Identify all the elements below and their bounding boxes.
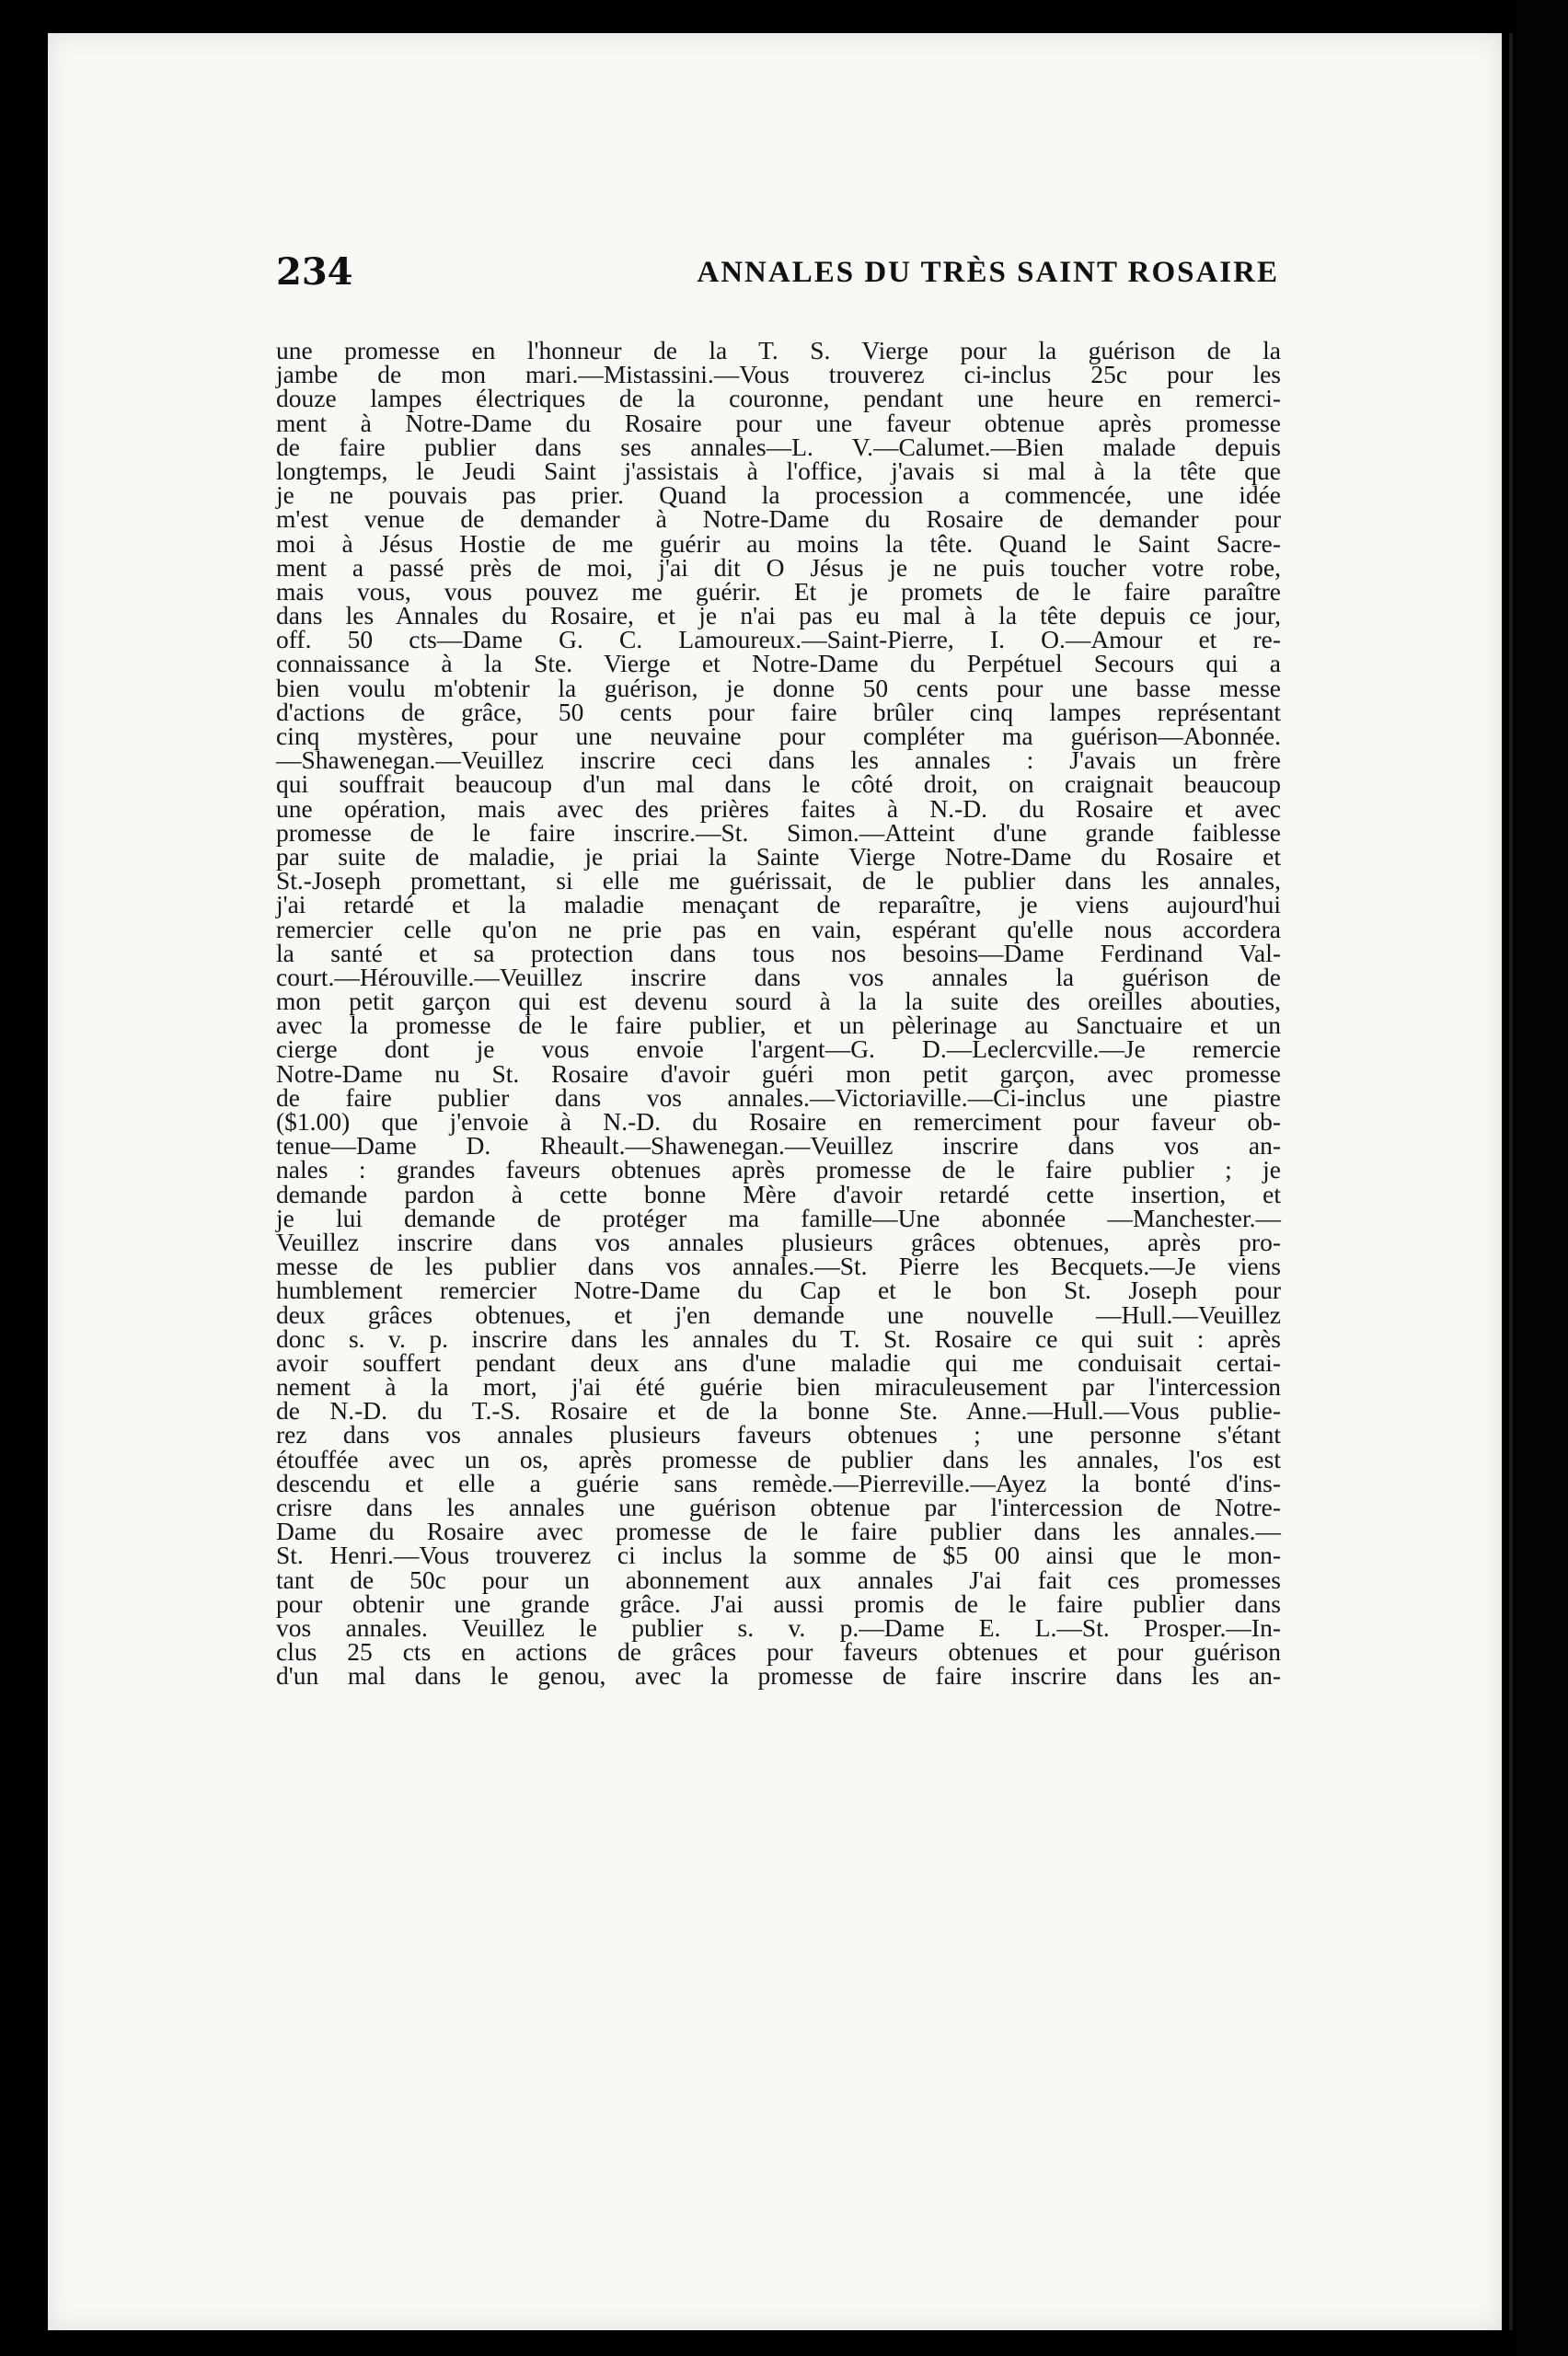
text-line: cinq mystères, pour une neuvaine pour compléter ma guérison—Abonnée.	[276, 722, 1281, 750]
text-line: Veuillez inscrire dans vos annales plusieurs grâces obtenues, après pro-	[276, 1227, 1281, 1256]
text-line: avec la promesse de le faire publier, et un pèlerinage au Sanctuaire et un	[276, 1011, 1281, 1040]
text-line: St.-Joseph promettant, si elle me guérissait, de le publier dans les annales,	[276, 866, 1281, 895]
text-line: clus 25 cts en actions de grâces pour faveurs obtenues et pour guérison	[276, 1637, 1281, 1667]
text-line: d'un mal dans le genou, avec la promesse de faire inscrire dans les an-	[276, 1661, 1281, 1691]
text-line: crisre dans les annales une guérison obtenue par l'intercession de Notre-	[276, 1493, 1281, 1521]
text-line: court.—Hérouville.—Veuillez inscrire dans vos annales la guérison de	[276, 962, 1281, 991]
text-line: —Shawenegan.—Veuillez inscrire ceci dans les annales : J'avais un frère	[276, 745, 1281, 775]
text-line: connaissance à la Ste. Vierge et Notre-Dame du Perpétuel Secours qui a	[276, 649, 1281, 678]
text-line: jambe de mon mari.—Mistassini.—Vous trouverez ci-inclus 25c pour les	[276, 360, 1281, 389]
text-line: cierge dont je vous envoie l'argent—G. D.—Leclercville.—Je remercie	[276, 1034, 1281, 1064]
text-line: je ne pouvais pas prier. Quand la procession a commencée, une idée	[276, 480, 1281, 510]
text-line: pour obtenir une grande grâce. J'ai aussi promis de le faire publier dans	[276, 1588, 1281, 1618]
text-line: d'actions de grâce, 50 cents pour faire brûler cinq lampes représentant	[276, 697, 1281, 726]
text-line: de faire publier dans ses annales—L. V.—Calumet.—Bien malade depuis	[276, 432, 1281, 461]
text-line: qui souffrait beaucoup d'un mal dans le côté droit, on craignait beaucoup	[276, 769, 1281, 799]
text-line: ment a passé près de moi, j'ai dit O Jésus je ne puis toucher votre robe,	[276, 552, 1281, 582]
text-line: longtemps, le Jeudi Saint j'assistais à l'office, j'avais si mal à la tête que	[276, 456, 1281, 485]
text-line: vos annales. Veuillez le publier s. v. p.—Dame E. L.—St. Prosper.—In-	[276, 1612, 1281, 1642]
text-line: donc s. v. p. inscrire dans les annales du T. St. Rosaire ce qui suit : après	[276, 1323, 1281, 1353]
text-line: moi à Jésus Hostie de me guérir au moins la tête. Quand le Saint Sacre-	[276, 528, 1281, 558]
text-line: étouffée avec un os, après promesse de publier dans les annales, l'os est	[276, 1444, 1281, 1473]
text-line: une promesse en l'honneur de la T. S. Vierge pour la guérison de la	[276, 336, 1281, 364]
text-line: avoir souffert pendant deux ans d'une maladie qui me conduisait certai-	[276, 1347, 1281, 1377]
text-line: de faire publier dans vos annales.—Victoriaville.—Ci-inclus une piastre	[276, 1082, 1281, 1112]
text-line: St. Henri.—Vous trouverez ci inclus la somme de $5 00 ainsi que le mon-	[276, 1541, 1281, 1570]
text-line: rez dans vos annales plusieurs faveurs obtenues ; une personne s'étant	[276, 1420, 1281, 1449]
text-line: mais vous, vous pouvez me guérir. Et je promets de le faire paraître	[276, 576, 1281, 606]
page-header	[276, 250, 1279, 306]
text-line: Notre-Dame nu St. Rosaire d'avoir guéri mon petit garçon, avec promesse	[276, 1058, 1281, 1088]
text-line: bien voulu m'obtenir la guérison, je donne 50 cents pour une basse messe	[276, 673, 1281, 702]
text-line: la santé et sa protection dans tous nos besoins—Dame Ferdinand Val-	[276, 938, 1281, 967]
text-line: par suite de maladie, je priai la Sainte Vierge Notre-Dame du Rosaire et	[276, 841, 1281, 871]
text-line: dans les Annales du Rosaire, et je n'ai pas eu mal à la tête depuis ce jour,	[276, 601, 1281, 630]
text-line: tant de 50c pour un abonnement aux annales J'ai fait ces promesses	[276, 1565, 1281, 1594]
text-line: remercier celle qu'on ne prie pas en vain, espérant qu'elle nous accordera	[276, 914, 1281, 943]
text-line: ($1.00) que j'envoie à N.-D. du Rosaire en remerciment pour faveur ob-	[276, 1107, 1281, 1136]
text-line: nement à la mort, j'ai été guérie bien miraculeusement par l'intercession	[276, 1372, 1281, 1402]
text-line: off. 50 cts—Dame G. C. Lamoureux.—Saint-Pierre, I. O.—Amour et re-	[276, 625, 1281, 654]
text-line: nales : grandes faveurs obtenues après promesse de le faire publier ; je	[276, 1155, 1281, 1184]
text-line: une opération, mais avec des prières faites à N.-D. du Rosaire et avec	[276, 793, 1281, 823]
text-line: messe de les publier dans vos annales.—St. Pierre les Becquets.—Je viens	[276, 1252, 1281, 1281]
text-line: demande pardon à cette bonne Mère d'avoir retardé cette insertion, et	[276, 1179, 1281, 1208]
body-text	[276, 336, 1281, 1691]
text-line: je lui demande de protéger ma famille—Une abonnée —Manchester.—	[276, 1203, 1281, 1232]
text-line: humblement remercier Notre-Dame du Cap et le bon St. Joseph pour	[276, 1276, 1281, 1305]
text-line: mon petit garçon qui est devenu sourd à la la suite des oreilles abouties,	[276, 987, 1281, 1016]
text-line: douze lampes électriques de la couronne, pendant une heure en remerci-	[276, 384, 1281, 413]
text-line: j'ai retardé et la maladie menaçant de reparaître, je viens aujourd'hui	[276, 890, 1281, 919]
page-number: 234	[276, 250, 353, 294]
text-line: de N.-D. du T.-S. Rosaire et de la bonne Ste. Anne.—Hull.—Vous publie-	[276, 1396, 1281, 1426]
text-line: m'est venue de demander à Notre-Dame du Rosaire de demander pour	[276, 504, 1281, 534]
text-line: deux grâces obtenues, et j'en demande une nouvelle —Hull.—Veuillez	[276, 1299, 1281, 1329]
page-gutter-shadow	[1509, 33, 1513, 2330]
text-line: tenue—Dame D. Rheault.—Shawenegan.—Veuillez inscrire dans vos an-	[276, 1131, 1281, 1161]
text-line: ment à Notre-Dame du Rosaire pour une faveur obtenue après promesse	[276, 408, 1281, 437]
text-line: Dame du Rosaire avec promesse de le faire publier dans les annales.—	[276, 1517, 1281, 1546]
scan-border	[1516, 0, 1568, 2356]
text-line: promesse de le faire inscrire.—St. Simon.—Atteint d'une grande faiblesse	[276, 817, 1281, 847]
running-title: ANNALES DU TRÈS SAINT ROSAIRE	[697, 256, 1279, 289]
text-line: descendu et elle a guérie sans remède.—Pierreville.—Ayez la bonté d'ins-	[276, 1468, 1281, 1497]
